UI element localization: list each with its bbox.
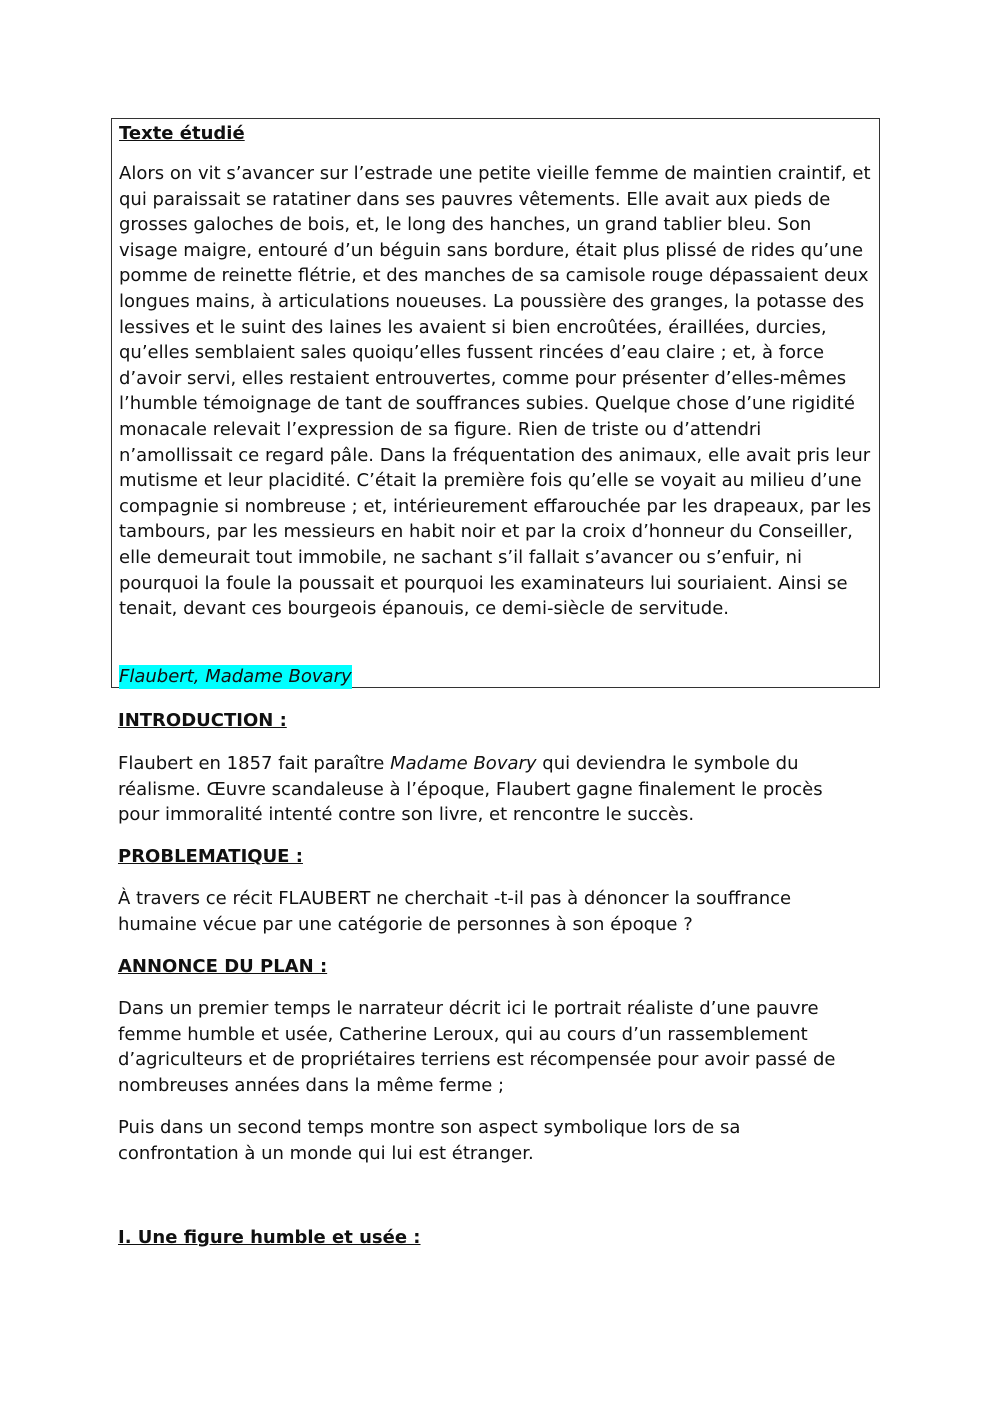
introduction-text-after: qui deviendra le symbole du réalisme. Œuvre scandaleuse à l’époque, Flaubert gagne finalement le procès pour immoralité intenté contre son livre, et rencontre le succès.	[118, 753, 823, 826]
introduction-text-before: Flaubert en 1857 fait paraître	[118, 753, 391, 774]
studied-text-body: Alors on vit s’avancer sur l’estrade une petite vieille femme de maintien craintif, et qui paraissait se ratatiner dans ses pauvres vêtements. Elle avait aux pieds de grosses galoches de bois, et, le long des hanches, un grand tablier bleu. Son visage maigre, entouré d’un béguin sans bordure, était plus plissé de rides qu’une pomme de reinette flétrie, et des manches de sa camisole rouge dépassaient deux longues mains, à articulations noueuses. La poussière des granges, la potasse des lessives et le suint des laines les avaient si bien encroûtées, éraillées, durcies, qu’elles semblaient sales quoiqu’elles fussent rincées d’eau claire ; et, à force d’avoir servi, elles restaient entrouvertes, comme pour présenter d’elles-mêmes l’humble témoignage de tant de souffrances subies. Quelque chose d’une rigidité monacale relevait l’expression de sa figure. Rien de triste ou d’attendri n’amollissait ce regard pâle. Dans la fréquentation des animaux, elle avait pris leur mutisme et leur placidité. C’était la première fois qu’elle se voyait au milieu d’une compagnie si nombreuse ; et, intérieurement effarouchée par les drapeaux, par les tambours, par les messieurs en habit noir et par la croix d’honneur du Conseiller, elle demeurait tout immobile, ne sachant s’il fallait s’avancer ou s’enfuir, ni pourquoi la foule la poussait et pourquoi les examinateurs lui souriaient. Ainsi se tenait, devant ces bourgeois épanouis, ce demi-siècle de servitude.	[119, 163, 872, 620]
plan-heading: ANNONCE DU PLAN :	[118, 956, 328, 977]
section-one-heading: I. Une figure humble et usée :	[118, 1227, 421, 1248]
plan-part-two: Puis dans un second temps montre son aspect symbolique lors de sa confrontation à un monde qui lui est étranger.	[118, 1117, 741, 1164]
problematique-paragraph: À travers ce récit FLAUBERT ne cherchait -t-il pas à dénoncer la souffrance humaine vécue par une catégorie de personnes à son époque ?	[118, 888, 792, 935]
studied-text-box	[111, 118, 880, 688]
studied-text-title: Texte étudié	[119, 123, 245, 144]
problematique-heading: PROBLEMATIQUE :	[118, 846, 303, 867]
introduction-heading: INTRODUCTION :	[118, 710, 287, 731]
introduction-paragraph	[118, 751, 863, 828]
novel-title: Madame Bovary	[390, 753, 537, 774]
citation-highlight: Flaubert, Madame Bovary	[119, 666, 352, 687]
plan-part-one: Dans un premier temps le narrateur décrit ici le portrait réaliste d’une pauvre femme humble et usée, Catherine Leroux, qui au cours d’un rassemblement d’agriculteurs et de propriétaires terriens est récompensée pour avoir passé de nombreuses années dans la même ferme ;	[118, 998, 836, 1096]
